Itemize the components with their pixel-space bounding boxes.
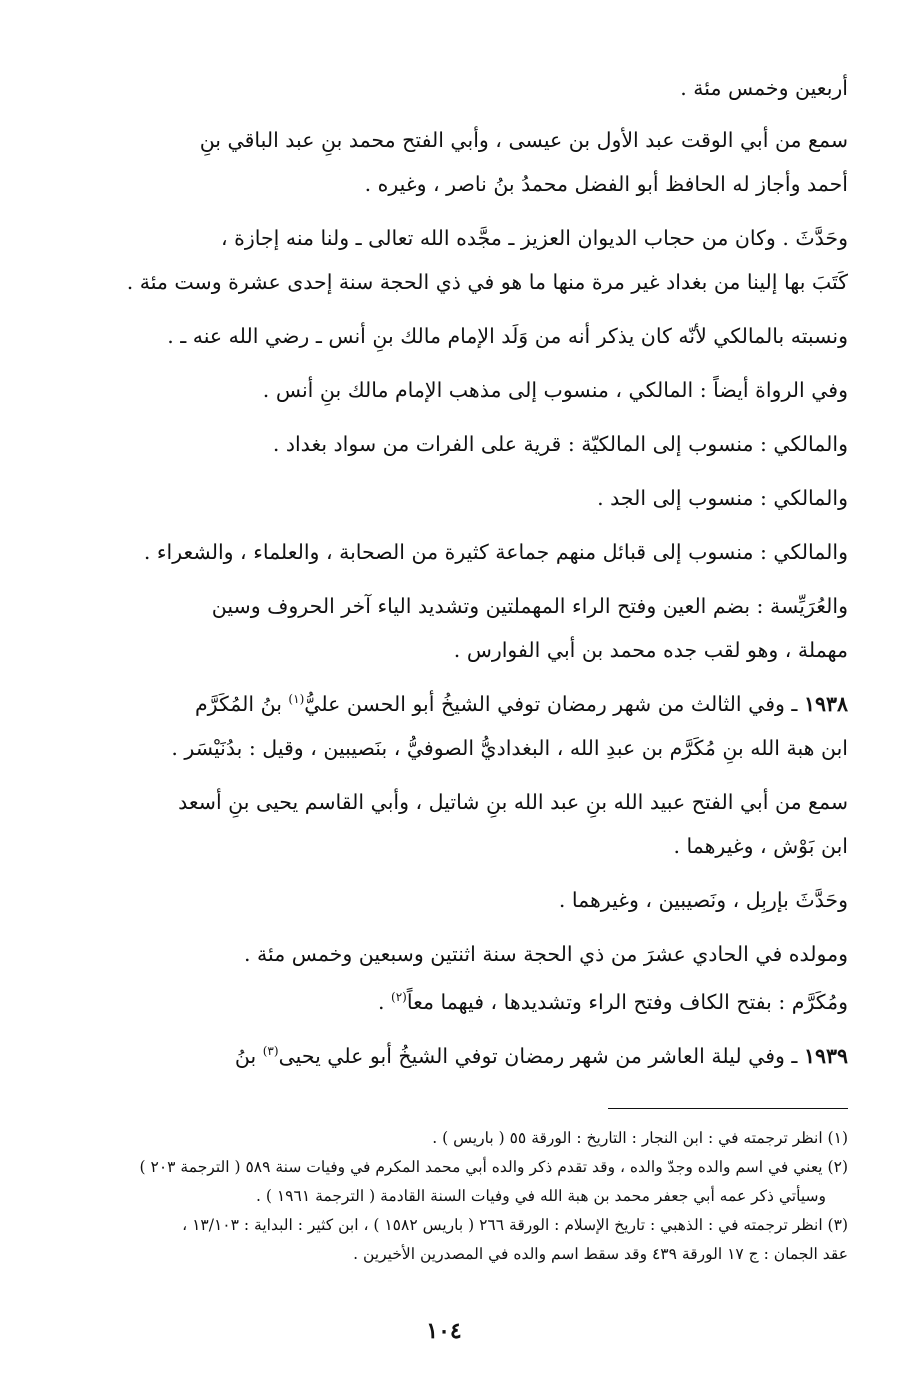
text-line: كَتَبَ بها إلينا من بغداد غير مرة منها ما هو في ذي الحجة سنة إحدى عشرة وست مئة .	[126, 270, 848, 294]
book-page	[40, 66, 848, 1366]
text-line: ابن هبة الله بنِ مُكَرَّم بن عبدِ الله ، البغداديُّ الصوفيُّ ، بنَصيبين ، وقيل : بدُنَيْسَر .	[171, 736, 848, 760]
text-line: وحَدَّثَ . وكان من حجاب الديوان العزيز ـ مجَّده الله تعالى ـ ولنا منه إجازة ،	[220, 226, 848, 250]
entry-text-cont: بنُ المُكَرَّم	[194, 692, 289, 716]
text-line: سمع من أبي الوقت عبد الأول بن عيسى ، وأبي الفتح محمد بنِ عبد الباقي بنِ	[199, 128, 848, 152]
entry-number: ١٩٣٨	[803, 692, 848, 716]
paragraph	[40, 118, 848, 206]
paragraph	[40, 216, 848, 304]
text-line: سمع من أبي الفتح عبيد الله بنِ عبد الله بنِ شاتيل ، وأبي القاسم يحيى بنِ أسعد	[178, 790, 848, 814]
footnote-line: (٣) انظر ترجمته في : الذهبي : تاريخ الإسلام : الورقة ٢٦٦ ( باريس ١٥٨٢ ) ، ابن كثير : البداية : ١٣/١٠٣ ،	[182, 1216, 848, 1234]
text-line	[40, 1034, 848, 1078]
text-line	[40, 980, 848, 1024]
text-line	[40, 682, 848, 726]
footnotes	[40, 1124, 848, 1269]
entry-1939	[40, 1034, 848, 1078]
footnote-ref: (٣)	[262, 1044, 279, 1059]
text-line: وفي الرواة أيضاً : المالكي ، منسوب إلى مذهب الإمام مالك بنِ أنس .	[262, 378, 848, 402]
text-line: مهملة ، وهو لقب جده محمد بن أبي الفوارس .	[453, 638, 848, 662]
footnote-3	[40, 1211, 848, 1269]
footnote-1	[40, 1124, 848, 1153]
text-line: وحَدَّثَ بإربِل ، ونَصيبين ، وغيرهما .	[558, 888, 848, 912]
paragraph	[40, 422, 848, 466]
text-line: والعُرَيِّسة : بضم العين وفتح الراء المهملتين وتشديد الياء آخر الحروف وسين	[211, 594, 848, 618]
footnote-ref: (٢)	[391, 990, 407, 1005]
entry-text: ـ وفي الثالث من شهر رمضان توفي الشيخُ أبو الحسن عليُّ	[304, 692, 804, 716]
entry-text-cont: بنُ	[234, 1044, 263, 1068]
page-number: ١٠٤	[426, 1318, 462, 1344]
paragraph	[40, 368, 848, 412]
entry-number: ١٩٣٩	[803, 1044, 848, 1068]
paragraph	[40, 932, 848, 976]
paragraph	[40, 66, 848, 110]
paragraph	[40, 476, 848, 520]
footnote-divider	[608, 1108, 848, 1109]
footnote-line: عقد الجمان : ج ١٧ الورقة ٤٣٩ وقد سقط اسم والده في المصدرين الأخيرين .	[353, 1245, 848, 1263]
entry-1938	[40, 682, 848, 770]
paragraph	[40, 780, 848, 868]
footnote-line: (٢) يعني في اسم والده وجدّ والده ، وقد تقدم ذكر والده أبي محمد المكرم في وفيات سنة ٥٨٩ ( الترجمة ٢٠٣ )	[139, 1158, 848, 1176]
text-line: أربعين وخمس مئة .	[680, 76, 848, 100]
text-line: والمالكي : منسوب إلى الجد .	[597, 486, 848, 510]
paragraph	[40, 980, 848, 1024]
footnote-2	[40, 1153, 848, 1211]
footnote-ref: (١)	[288, 692, 305, 707]
text-line: أحمد وأجاز له الحافظ أبو الفضل محمدُ بنُ ناصر ، وغيره .	[364, 172, 848, 196]
paragraph	[40, 584, 848, 672]
paragraph	[40, 878, 848, 922]
main-text	[40, 66, 848, 1078]
paragraph	[40, 530, 848, 574]
text-line: والمالكي : منسوب إلى المالكيّة : قرية على الفرات من سواد بغداد .	[272, 432, 848, 456]
text-segment: .	[377, 990, 391, 1014]
footnote-line: (١) انظر ترجمته في : ابن النجار : التاريخ : الورقة ٥٥ ( باريس ) .	[432, 1129, 848, 1147]
text-segment: ومُكَرَّم : بفتح الكاف وفتح الراء وتشديدها ، فيهما معاً	[406, 990, 848, 1014]
text-line: والمالكي : منسوب إلى قبائل منهم جماعة كثيرة من الصحابة ، والعلماء ، والشعراء .	[143, 540, 848, 564]
text-line: ومولده في الحادي عشرَ من ذي الحجة سنة اثنتين وسبعين وخمس مئة .	[244, 942, 848, 966]
text-line: ابن بَوْش ، وغيرهما .	[673, 834, 848, 858]
text-line: ونسبته بالمالكي لأنّه كان يذكر أنه من وَلَد الإمام مالك بنِ أنس ـ رضي الله عنه ـ .	[167, 324, 848, 348]
footnote-line: وسيأتي ذكر عمه أبي جعفر محمد بن هبة الله في وفيات السنة القادمة ( الترجمة ١٩٦١ ) .	[256, 1187, 826, 1205]
paragraph	[40, 314, 848, 358]
entry-text: ـ وفي ليلة العاشر من شهر رمضان توفي الشيخُ أبو علي يحيى	[278, 1044, 804, 1068]
